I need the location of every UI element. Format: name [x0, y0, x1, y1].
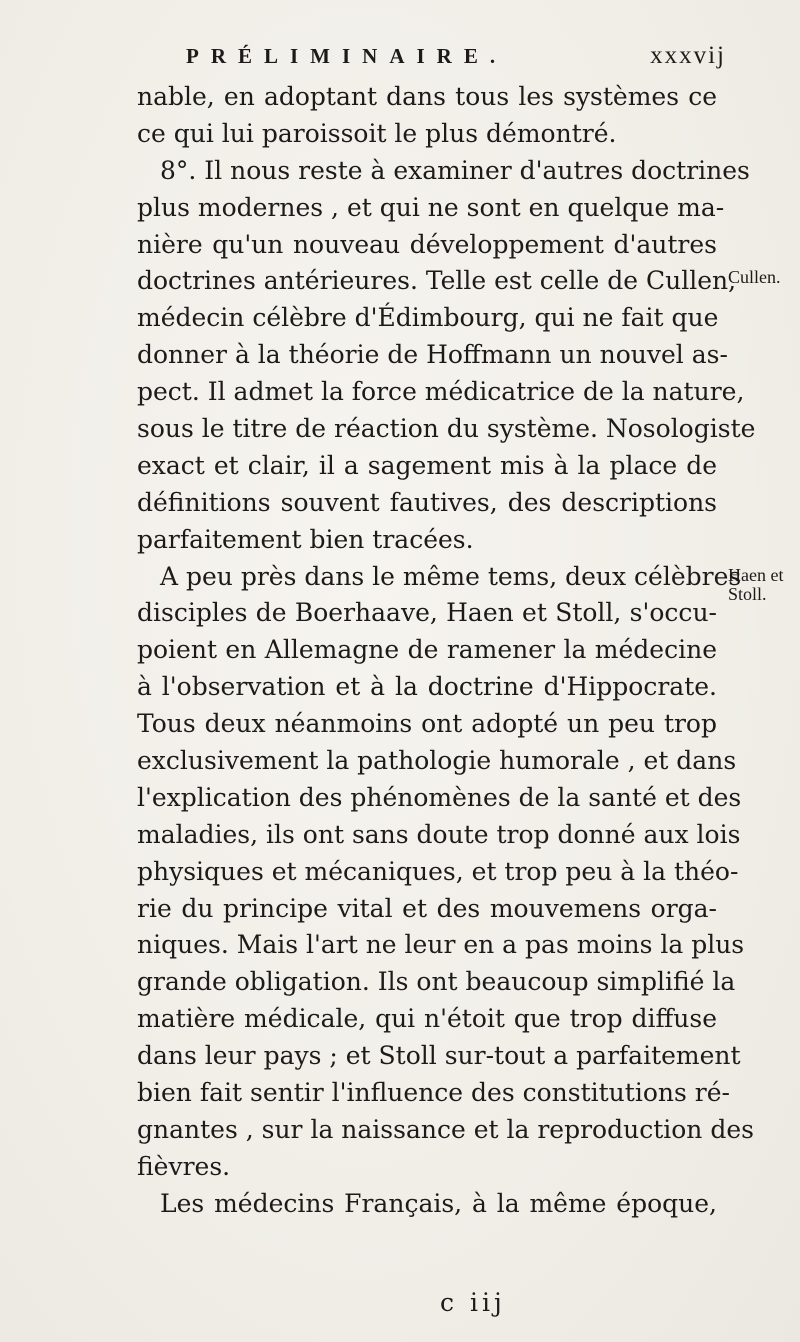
text-line: Les médecins Français, à la même époque, — [160, 1188, 717, 1218]
text-line: matière médicale, qui n'étoit que trop diffuse — [137, 1004, 717, 1034]
text-line: A peu près dans le même tems, deux célèbres — [160, 561, 742, 591]
text-line: nable, en adoptant dans tous les systèmes ce — [137, 82, 717, 111]
text-line: doctrines antérieures. Telle est celle de Cullen, — [137, 266, 737, 296]
text-line: dans leur pays ; et Stoll sur-tout a parfaitement — [137, 1041, 741, 1071]
marginal-note-text: Cullen. — [728, 267, 781, 287]
text-line: fièvres. — [137, 1151, 231, 1181]
signature-mark: c iij — [440, 1288, 506, 1317]
text-line: donner à la théorie de Hoffmann un nouvel as- — [137, 340, 728, 370]
marginal-note-haen-stoll — [728, 566, 800, 604]
text-line: définitions souvent fautives, des descriptions — [137, 487, 717, 517]
text-line: nière qu'un nouveau développement d'autres — [137, 229, 717, 259]
text-line: maladies, ils ont sans doute trop donné aux lois — [137, 819, 741, 849]
marginal-note-text: Stoll. — [728, 584, 767, 604]
text-line: gnantes , sur la naissance et la reproduction des — [137, 1114, 754, 1144]
running-title: PRÉLIMINAIRE. — [186, 44, 508, 68]
text-line: exclusivement la pathologie humorale , et dans — [137, 746, 737, 776]
text-line: exact et clair, il a sagement mis à la place de — [137, 450, 717, 480]
text-line: plus modernes , et qui ne sont en quelque ma- — [137, 192, 725, 222]
text-line: poient en Allemagne de ramener la médecine — [137, 635, 717, 665]
text-line: sous le titre de réaction du système. Nosologiste — [137, 414, 756, 444]
text-line: à l'observation et à la doctrine d'Hippocrate. — [137, 672, 717, 702]
text-line: ce qui lui paroissoit le plus démontré. — [137, 118, 617, 148]
text-line: physiques et mécaniques, et trop peu à la théo- — [137, 856, 739, 886]
text-line: parfaitement bien tracées. — [137, 524, 474, 554]
text-line: grande obligation. Ils ont beaucoup simplifié la — [137, 967, 736, 997]
text-line: disciples de Boerhaave, Haen et Stoll, s'occu- — [137, 598, 717, 628]
body-text — [137, 79, 756, 1223]
text-line: bien fait sentir l'influence des constitutions ré- — [137, 1078, 730, 1108]
page-header — [186, 36, 726, 76]
page-number: xxxvij — [650, 42, 726, 69]
text-line: médecin célèbre d'Édimbourg, qui ne fait que — [137, 303, 719, 333]
text-line: Tous deux néanmoins ont adopté un peu trop — [137, 709, 717, 739]
text-line: 8°. Il nous reste à examiner d'autres doctrines — [160, 155, 750, 185]
marginal-note-text: Haen et — [728, 565, 784, 585]
text-line: pect. Il admet la force médicatrice de la nature, — [137, 377, 745, 407]
text-line: rie du principe vital et des mouvemens orga- — [137, 893, 717, 923]
marginal-note-cullen — [728, 268, 781, 287]
text-line: l'explication des phénomènes de la santé et des — [137, 782, 742, 812]
text-line: niques. Mais l'art ne leur en a pas moins la plus — [137, 930, 745, 960]
